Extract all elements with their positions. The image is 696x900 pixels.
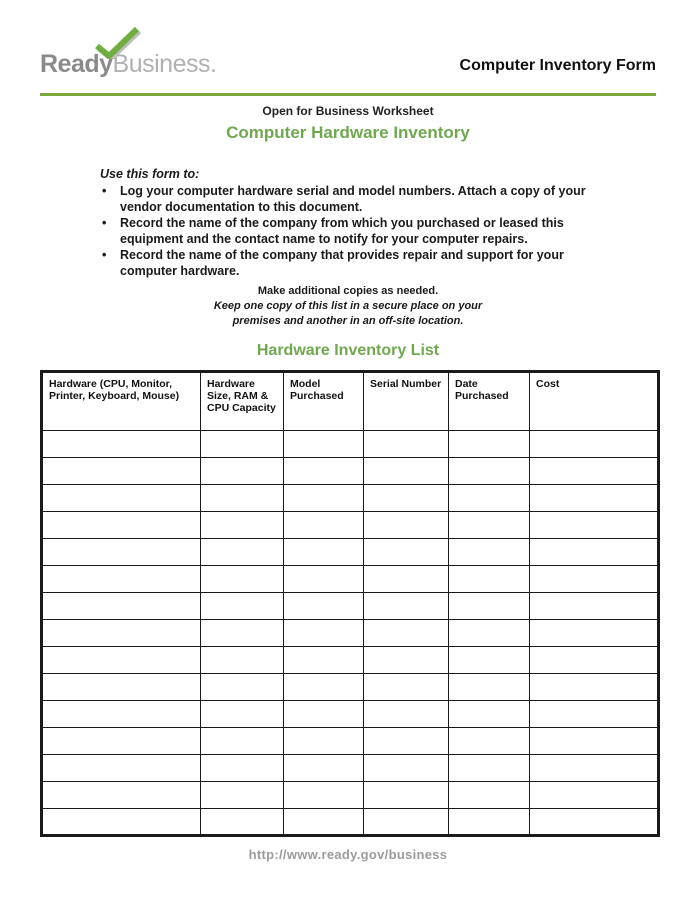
intro-lead: Use this form to:: [100, 167, 200, 181]
empty-cell: [449, 647, 530, 674]
table-row: [42, 593, 659, 620]
empty-cell: [201, 728, 284, 755]
empty-cell: [364, 728, 449, 755]
empty-cell: [42, 485, 201, 512]
empty-cell: [42, 674, 201, 701]
empty-cell: [42, 647, 201, 674]
empty-cell: [42, 593, 201, 620]
logo-text-business: Business.: [112, 50, 217, 78]
table-row: [42, 782, 659, 809]
hardware-inventory-table: [40, 370, 660, 837]
empty-cell: [284, 782, 364, 809]
empty-cell: [284, 701, 364, 728]
empty-cell: [201, 647, 284, 674]
empty-cell: [364, 620, 449, 647]
empty-cell: [530, 674, 659, 701]
empty-cell: [530, 620, 659, 647]
footer-url: http://www.ready.gov/business: [248, 847, 448, 862]
page-title: Computer Inventory Form: [459, 57, 656, 74]
empty-cell: [530, 485, 659, 512]
empty-cell: [201, 512, 284, 539]
empty-cell: [284, 566, 364, 593]
empty-cell: [364, 647, 449, 674]
note-line: premises and another in an off-site location.: [232, 315, 464, 327]
empty-cell: [42, 458, 201, 485]
empty-cell: [530, 512, 659, 539]
empty-cell: [42, 809, 201, 836]
empty-cell: [449, 674, 530, 701]
main-heading: Computer Hardware Inventory: [226, 123, 470, 142]
list-item: [100, 216, 620, 247]
table-row: [42, 431, 659, 458]
empty-cell: [364, 431, 449, 458]
empty-cell: [449, 566, 530, 593]
empty-cell: [530, 782, 659, 809]
empty-cell: [364, 458, 449, 485]
empty-cell: [42, 701, 201, 728]
empty-cell: [42, 620, 201, 647]
table-row: [42, 809, 659, 836]
empty-cell: [284, 647, 364, 674]
table-row: [42, 539, 659, 566]
bullet-text: Record the name of the company that provides repair and support for your computer hardware.: [120, 248, 564, 278]
intro-section: [100, 167, 620, 279]
empty-cell: [201, 566, 284, 593]
empty-cell: [449, 782, 530, 809]
page-header: [40, 0, 656, 77]
column-header: Cost: [530, 372, 659, 431]
empty-cell: [449, 755, 530, 782]
empty-cell: [530, 431, 659, 458]
empty-cell: [42, 755, 201, 782]
empty-cell: [42, 539, 201, 566]
empty-cell: [42, 431, 201, 458]
empty-cell: [364, 512, 449, 539]
empty-cell: [449, 458, 530, 485]
empty-cell: [201, 755, 284, 782]
table-row: [42, 485, 659, 512]
table-row: [42, 701, 659, 728]
empty-cell: [201, 809, 284, 836]
empty-cell: [530, 755, 659, 782]
green-divider: [40, 93, 656, 96]
table-body: [42, 431, 659, 836]
empty-cell: [201, 431, 284, 458]
empty-cell: [284, 674, 364, 701]
empty-cell: [449, 701, 530, 728]
empty-cell: [201, 539, 284, 566]
bullet-icon: •: [102, 184, 107, 198]
empty-cell: [284, 755, 364, 782]
empty-cell: [284, 512, 364, 539]
empty-cell: [201, 458, 284, 485]
empty-cell: [42, 728, 201, 755]
empty-cell: [449, 539, 530, 566]
empty-cell: [449, 431, 530, 458]
empty-cell: [530, 728, 659, 755]
table-row: [42, 674, 659, 701]
bullet-icon: •: [102, 216, 107, 230]
empty-cell: [364, 485, 449, 512]
empty-cell: [449, 512, 530, 539]
column-header: Date Purchased: [449, 372, 530, 431]
empty-cell: [201, 674, 284, 701]
column-header: Hardware Size, RAM & CPU Capacity: [201, 372, 284, 431]
table-row: [42, 512, 659, 539]
column-header: Hardware (CPU, Monitor, Printer, Keyboard, Mouse): [42, 372, 201, 431]
empty-cell: [284, 539, 364, 566]
empty-cell: [284, 728, 364, 755]
empty-cell: [364, 755, 449, 782]
table-heading: Hardware Inventory List: [256, 342, 440, 359]
column-header: Serial Number: [364, 372, 449, 431]
empty-cell: [284, 431, 364, 458]
empty-cell: [364, 593, 449, 620]
worksheet-subtitle: Open for Business Worksheet: [262, 104, 434, 118]
empty-cell: [530, 809, 659, 836]
empty-cell: [530, 701, 659, 728]
bullet-text: Record the name of the company from which you purchased or leased this equipment and the contact name to notify for your computer repairs.: [120, 216, 564, 246]
list-item: [100, 184, 620, 215]
empty-cell: [364, 539, 449, 566]
empty-cell: [42, 782, 201, 809]
empty-cell: [449, 809, 530, 836]
empty-cell: [284, 485, 364, 512]
table-row: [42, 458, 659, 485]
empty-cell: [449, 485, 530, 512]
empty-cell: [530, 647, 659, 674]
bullet-text: Log your computer hardware serial and model numbers. Attach a copy of your vendor documentation to this document.: [120, 184, 586, 214]
table-row: [42, 566, 659, 593]
note-line: Make additional copies as needed.: [257, 285, 439, 297]
empty-cell: [364, 782, 449, 809]
empty-cell: [201, 701, 284, 728]
empty-cell: [364, 566, 449, 593]
empty-cell: [449, 620, 530, 647]
empty-cell: [449, 728, 530, 755]
empty-cell: [530, 458, 659, 485]
empty-cell: [284, 593, 364, 620]
note-line: Keep one copy of this list in a secure place on your: [213, 300, 483, 312]
empty-cell: [530, 539, 659, 566]
empty-cell: [42, 512, 201, 539]
empty-cell: [364, 809, 449, 836]
empty-cell: [449, 593, 530, 620]
bullet-icon: •: [102, 248, 107, 262]
table-row: [42, 647, 659, 674]
empty-cell: [201, 593, 284, 620]
table-header-row: [42, 372, 659, 431]
empty-cell: [42, 566, 201, 593]
empty-cell: [364, 674, 449, 701]
list-item: [100, 248, 620, 279]
table-row: [42, 620, 659, 647]
column-header: Model Purchased: [284, 372, 364, 431]
empty-cell: [201, 782, 284, 809]
table-row: [42, 755, 659, 782]
copy-notes: [40, 284, 656, 329]
empty-cell: [201, 620, 284, 647]
ready-business-logo: [40, 52, 216, 77]
checkmark-icon: [90, 25, 142, 63]
table-row: [42, 728, 659, 755]
empty-cell: [284, 458, 364, 485]
empty-cell: [530, 593, 659, 620]
empty-cell: [530, 566, 659, 593]
empty-cell: [284, 620, 364, 647]
empty-cell: [201, 485, 284, 512]
empty-cell: [364, 701, 449, 728]
logo-text-ready: Ready: [40, 50, 113, 78]
empty-cell: [284, 809, 364, 836]
